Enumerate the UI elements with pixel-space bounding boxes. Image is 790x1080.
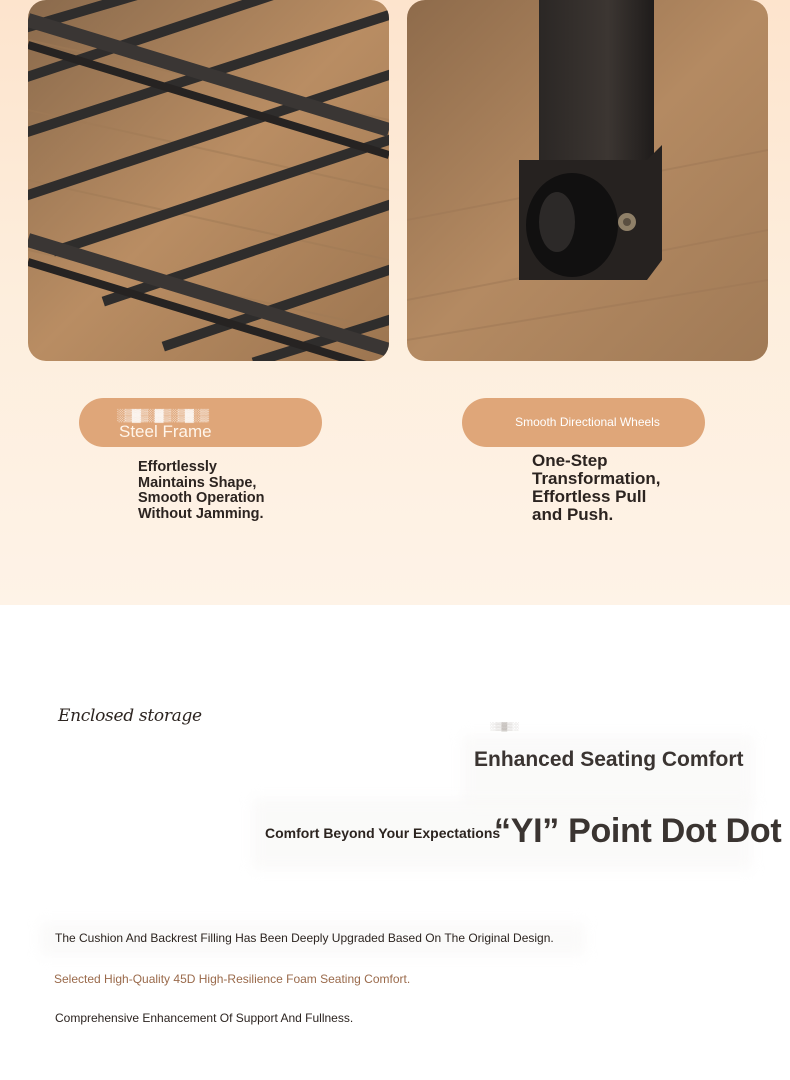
script-section-title: Enclosed storage xyxy=(58,706,202,726)
wheel-photo xyxy=(407,0,768,361)
feature-point-highlight: Selected High-Quality 45D High-Resilience Foam Seating Comfort. xyxy=(54,972,411,986)
wheels-pill xyxy=(462,398,705,447)
yi-point-title: “YI” Point Dot Dot xyxy=(494,812,782,850)
wheels-label: Smooth Directional Wheels xyxy=(515,415,660,429)
steel-frame-pill xyxy=(79,398,322,447)
wheel-image xyxy=(407,0,768,361)
description-line: Smooth Operation xyxy=(138,490,265,506)
feature-point: The Cushion And Backrest Filling Has Been Deeply Upgraded Based On The Original Design. xyxy=(55,931,554,945)
wheels-description xyxy=(532,452,712,524)
description-line: One-Step xyxy=(532,451,608,470)
steel-frame-photo xyxy=(28,0,389,361)
description-line: and Push. xyxy=(532,505,614,524)
steel-frame-label: Steel Frame xyxy=(119,422,212,441)
feature-point: Comprehensive Enhancement Of Support And Fullness. xyxy=(55,1011,354,1025)
description-line: Maintains Shape, xyxy=(138,474,257,491)
pill-garbled-text: ░▒▓▒░▓▒░▒▓░▒ xyxy=(117,408,208,422)
description-line: Without Jamming. xyxy=(138,505,264,522)
description-line: Transformation, xyxy=(532,469,661,488)
seating-comfort-heading: Enhanced Seating Comfort xyxy=(474,748,744,771)
description-line: Effortlessly xyxy=(138,459,217,475)
tiny-decorative-mark: ░▒▓▒░ xyxy=(490,722,519,731)
description-line: Effortless Pull xyxy=(532,487,647,506)
steel-frame-description xyxy=(138,460,318,522)
comfort-tagline: Comfort Beyond Your Expectations xyxy=(265,825,501,841)
steel-frame-image xyxy=(28,0,389,361)
